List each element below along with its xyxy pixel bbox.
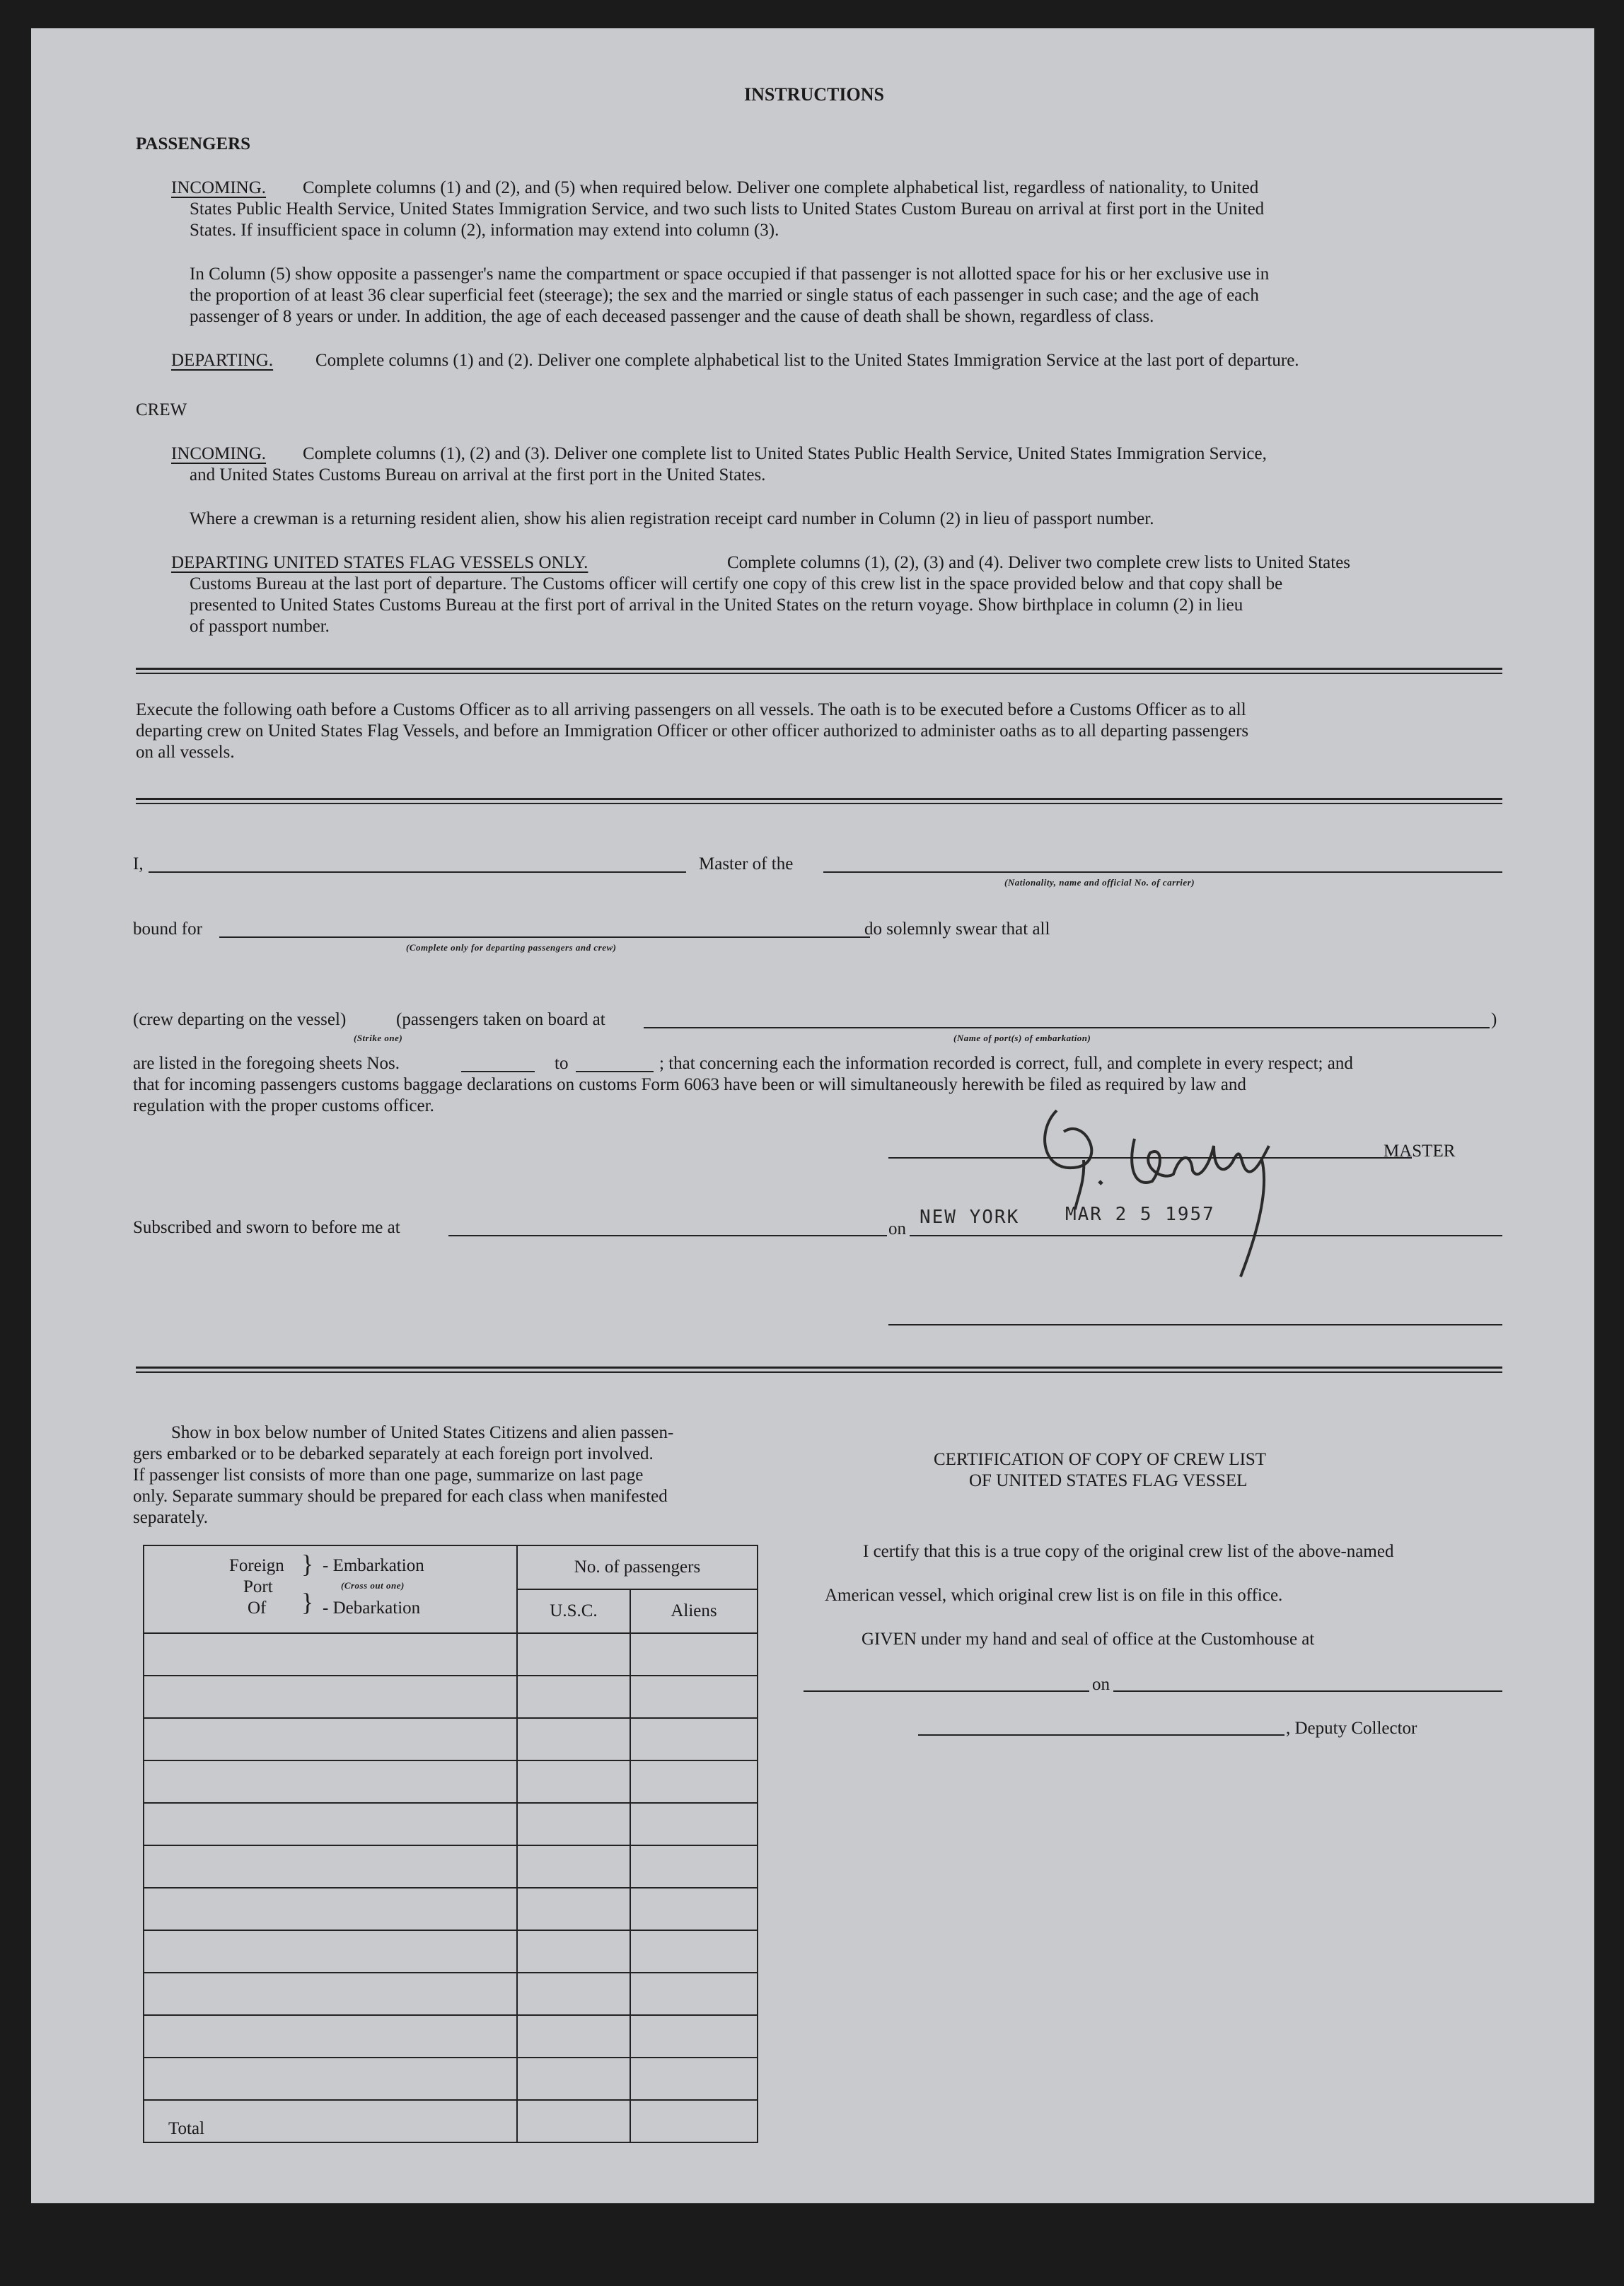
document-page: [31, 28, 1594, 2203]
close-paren: ): [1491, 1010, 1497, 1029]
subscribed-text: Subscribed and sworn to before me at: [133, 1218, 400, 1237]
crew-heading: CREW: [136, 400, 187, 419]
passenger-option[interactable]: (passengers taken on board at: [396, 1010, 605, 1029]
port-cell[interactable]: [144, 1888, 517, 1930]
oath-line-3: regulation with the proper customs officer.: [133, 1096, 434, 1115]
usc-cell[interactable]: [517, 2058, 630, 2100]
column5-line-2: the proportion of at least 36 clear superficial feet (steerage); the sex and the married or single status of each passenger in such case; and the age of each: [190, 286, 1259, 305]
certification-title-1: CERTIFICATION OF COPY OF CREW LIST: [934, 1450, 1267, 1469]
oath-i-label: I,: [133, 854, 144, 874]
col-port: Port: [243, 1577, 273, 1596]
sworn-date-line[interactable]: [910, 1235, 1502, 1236]
crew-incoming-line-1: Complete columns (1), (2) and (3). Deliver one complete list to United States Public Health Service, United States Immigration Service,: [303, 444, 1267, 463]
total-aliens-cell[interactable]: [630, 2100, 758, 2142]
table-row: [144, 1633, 758, 1676]
customhouse-line[interactable]: [804, 1690, 1089, 1692]
master-label: MASTER: [1384, 1142, 1456, 1161]
table-row: [144, 1676, 758, 1718]
oath-intro-line-3: on all vessels.: [136, 743, 235, 762]
port-caption: (Name of port(s) of embarkation): [953, 1033, 1091, 1043]
crew-departing-line-4: of passport number.: [190, 617, 330, 636]
table-row: [144, 1845, 758, 1888]
aliens-cell[interactable]: [630, 1803, 758, 1845]
passengers-departing-label: DEPARTING.: [171, 351, 274, 370]
oath-intro-line-1: Execute the following oath before a Customs Officer as to all arriving passengers on all vessels. The oath is to be executed before a Customs Officer as to all: [136, 700, 1246, 719]
crew-departing-line-1: Complete columns (1), (2), (3) and (4). Deliver two complete crew lists to United States: [727, 553, 1351, 572]
deputy-signature-line[interactable]: [918, 1734, 1284, 1736]
table-row: [144, 1973, 758, 2015]
sworn-on-label: on: [888, 1219, 906, 1238]
port-cell[interactable]: [144, 1803, 517, 1845]
bound-for-label: bound for: [133, 919, 202, 939]
divider-2: [136, 798, 1502, 804]
bound-caption: (Complete only for departing passengers and crew): [406, 942, 617, 953]
aliens-cell[interactable]: [630, 1633, 758, 1676]
brace-top: }: [301, 1550, 314, 1578]
usc-cell[interactable]: [517, 1803, 630, 1845]
usc-cell[interactable]: [517, 1888, 630, 1930]
aliens-cell[interactable]: [630, 1676, 758, 1718]
oath-line-2: that for incoming passengers customs baggage declarations on customs Form 6063 have been or will simultaneously herewith be filed as required by law and: [133, 1075, 1246, 1094]
carrier-caption: (Nationality, name and official No. of carrier): [1004, 877, 1195, 888]
crew-departing-line-2: Customs Bureau at the last port of departure. The Customs officer will certify one copy of this crew list in the space provided below and that copy shall be: [190, 574, 1283, 593]
table-row: [144, 1760, 758, 1803]
usc-cell[interactable]: [517, 1845, 630, 1888]
debarkation-label: - Debarkation: [323, 1599, 421, 1618]
summary-line-4: only. Separate summary should be prepared for each class when manifested: [133, 1487, 668, 1506]
aliens-cell[interactable]: [630, 2058, 758, 2100]
port-cell[interactable]: [144, 1760, 517, 1803]
aliens-cell[interactable]: [630, 1888, 758, 1930]
deputy-collector-label: , Deputy Collector: [1286, 1719, 1417, 1738]
table-row: [144, 1888, 758, 1930]
port-cell[interactable]: [144, 1930, 517, 1973]
passengers-incoming-label: INCOMING.: [171, 178, 267, 197]
column5-line-3: passenger of 8 years or under. In addition, the age of each deceased passenger and the cause of death shall be shown, regardless of class.: [190, 307, 1154, 326]
carrier-line[interactable]: [823, 871, 1502, 873]
port-cell[interactable]: [144, 1718, 517, 1760]
summary-line-5: separately.: [133, 1508, 208, 1527]
crew-departing-line-3: presented to United States Customs Bureau at the first port of arrival in the United States on the return voyage. Show birthplace in column (2) in lieu: [190, 596, 1243, 615]
aliens-cell[interactable]: [630, 2015, 758, 2058]
divider-1: [136, 668, 1502, 674]
port-cell[interactable]: [144, 2058, 517, 2100]
certification-on-label: on: [1092, 1675, 1110, 1694]
sheet-to-line[interactable]: [576, 1071, 654, 1072]
sworn-place-line[interactable]: [448, 1235, 887, 1236]
crew-incoming-line-2: and United States Customs Bureau on arrival at the first port in the United States.: [190, 465, 766, 485]
aliens-cell[interactable]: [630, 1930, 758, 1973]
port-cell[interactable]: [144, 1845, 517, 1888]
table-row: [144, 2015, 758, 2058]
master-signature-line[interactable]: [888, 1157, 1412, 1159]
port-cell[interactable]: [144, 2015, 517, 2058]
passengers-incoming-line-2: States Public Health Service, United States Immigration Service, and two such lists to United States Custom Bureau on arrival at first port in the United: [190, 199, 1265, 219]
strike-caption: (Strike one): [354, 1033, 403, 1043]
col-foreign: Foreign: [229, 1556, 284, 1575]
column5-line-1: In Column (5) show opposite a passenger's name the compartment or space occupied if that passenger is not allotted space for his or her exclusive use in: [190, 265, 1270, 284]
aliens-cell[interactable]: [630, 1973, 758, 2015]
table-row: [144, 1803, 758, 1845]
embarkation-port-line[interactable]: [644, 1027, 1490, 1028]
table-row: [144, 1718, 758, 1760]
resident-alien-text: Where a crewman is a returning resident alien, show his alien registration receipt card number in Column (2) in lieu of passport number.: [190, 509, 1154, 528]
crew-option[interactable]: (crew departing on the vessel): [133, 1010, 347, 1029]
aliens-header: Aliens: [630, 1589, 758, 1633]
summary-line-1: Show in box below number of United States Citizens and alien passen-: [171, 1423, 674, 1442]
usc-cell[interactable]: [517, 1760, 630, 1803]
port-header-cell: [144, 1545, 517, 1633]
usc-cell[interactable]: [517, 1973, 630, 2015]
total-usc-cell[interactable]: [517, 2100, 630, 2142]
table-row: [144, 2058, 758, 2100]
crew-incoming-label: INCOMING.: [171, 444, 267, 463]
table-row: [144, 1930, 758, 1973]
cross-out-caption: (Cross out one): [341, 1580, 405, 1591]
listed-suffix: ; that concerning each the information recorded is correct, full, and complete in every respect; and: [659, 1054, 1353, 1073]
swear-text: do solemnly swear that all: [864, 919, 1050, 939]
certification-line-2: American vessel, which original crew list is on file in this office.: [825, 1586, 1283, 1605]
certification-line-3: GIVEN under my hand and seal of office at the Customhouse at: [862, 1630, 1315, 1649]
usc-cell[interactable]: [517, 1676, 630, 1718]
passenger-summary-table: [143, 1545, 758, 2143]
to-label: to: [555, 1054, 569, 1073]
master-signature: [1028, 1089, 1326, 1287]
crew-departing-label: DEPARTING UNITED STATES FLAG VESSELS ONLY.: [171, 553, 588, 572]
aliens-cell[interactable]: [630, 1718, 758, 1760]
no-of-passengers-header: No. of passengers: [517, 1545, 758, 1589]
usc-cell[interactable]: [517, 1930, 630, 1973]
stamp-date: MAR 2 5 1957: [1065, 1204, 1215, 1225]
listed-prefix: are listed in the foregoing sheets Nos.: [133, 1054, 400, 1073]
aliens-cell[interactable]: [630, 1760, 758, 1803]
embarkation-label: - Embarkation: [323, 1556, 424, 1575]
certification-date-line[interactable]: [1113, 1690, 1502, 1692]
master-name-line[interactable]: [149, 871, 686, 873]
summary-line-2: gers embarked or to be debarked separately at each foreign port involved.: [133, 1444, 654, 1463]
passengers-incoming-line-3: States. If insufficient space in column (2), information may extend into column (3).: [190, 221, 779, 240]
total-label: Total: [144, 2100, 517, 2142]
aliens-cell[interactable]: [630, 1845, 758, 1888]
usc-cell[interactable]: [517, 2015, 630, 2058]
passengers-heading: PASSENGERS: [136, 134, 251, 153]
summary-line-3: If passenger list consists of more than one page, summarize on last page: [133, 1466, 644, 1485]
usc-cell[interactable]: [517, 1718, 630, 1760]
port-cell[interactable]: [144, 1973, 517, 2015]
master-of-the-label: Master of the: [699, 854, 794, 874]
bound-for-line[interactable]: [219, 936, 870, 938]
port-cell[interactable]: [144, 1633, 517, 1676]
stamp-place: NEW YORK: [920, 1207, 1020, 1228]
oath-intro-line-2: departing crew on United States Flag Vessels, and before an Immigration Officer or other officer authorized to administer oaths as to all departing passengers: [136, 721, 1249, 741]
page-title: INSTRUCTIONS: [744, 84, 884, 105]
passengers-departing-text: Complete columns (1) and (2). Deliver one complete alphabetical list to the United States Immigration Service at the last port of departure.: [315, 351, 1299, 370]
officer-signature-line[interactable]: [888, 1324, 1502, 1325]
port-cell[interactable]: [144, 1676, 517, 1718]
certification-line-1: I certify that this is a true copy of the original crew list of the above-named: [863, 1542, 1394, 1561]
col-of: Of: [248, 1599, 267, 1618]
usc-cell[interactable]: [517, 1633, 630, 1676]
passengers-incoming-line-1: Complete columns (1) and (2), and (5) when required below. Deliver one complete alphabetical list, regardless of nationality, to United: [303, 178, 1259, 197]
certification-title-2: OF UNITED STATES FLAG VESSEL: [969, 1471, 1248, 1490]
divider-3: [136, 1367, 1502, 1373]
sheet-from-line[interactable]: [461, 1071, 535, 1072]
usc-header: U.S.C.: [517, 1589, 630, 1633]
brace-bottom: }: [301, 1588, 314, 1616]
